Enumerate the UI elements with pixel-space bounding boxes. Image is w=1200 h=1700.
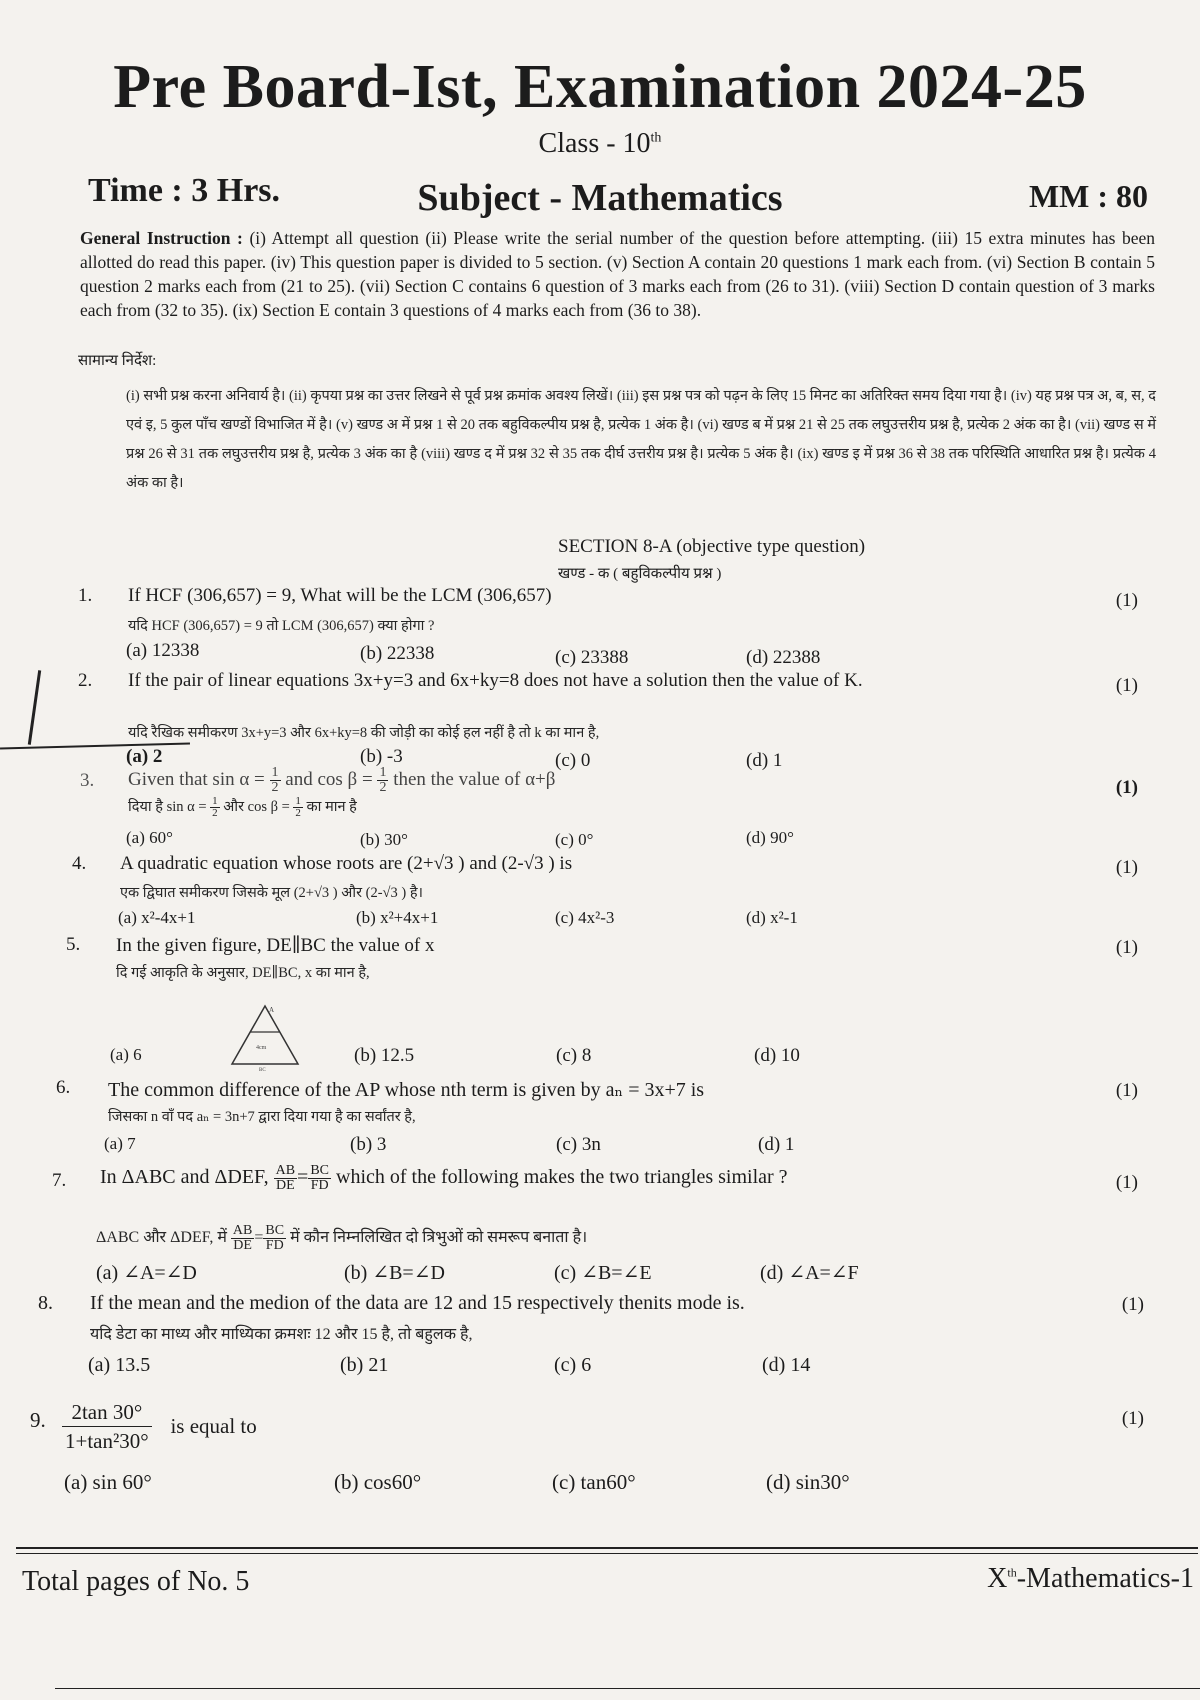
question-text [100,1164,788,1193]
question-text [128,766,555,795]
question-number: 6. [56,1077,71,1098]
option-b: (b) 22338 [360,643,435,664]
footer-class: X [987,1563,1008,1594]
option-c: (c) tan60° [552,1470,636,1494]
triangle-figure [226,1002,304,1072]
q7-hindi-b: में कौन निम्नलिखित दो त्रिभुओं को समरूप बनाता है। [290,1229,588,1247]
q3-fraction-1 [270,766,281,795]
footer-class-sup: th [1007,1565,1017,1580]
option-b: (b) 21 [340,1354,389,1376]
max-marks-label: MM : 80 [1028,178,1148,214]
question-hindi: एक द्विघात समीकरण जिसके मूल (2+√3 ) और (2-√3 ) है। [120,885,424,901]
question-number: 9. [30,1408,46,1432]
question-marks: (1) [1115,1080,1138,1101]
class-label [0,128,1200,160]
q7-text-a: In ΔABC and ΔDEF, [100,1166,269,1189]
option-a: (a) 2 [126,746,163,767]
fraction-denominator: 1+tan²30° [65,1429,149,1453]
section-hindi: खण्ड - क ( बहुविकल्पीय प्रश्न ) [558,566,722,582]
option-b: (b) 30° [360,830,408,849]
q7-text-b: which of the following makes the two triangles similar ? [336,1166,788,1189]
footer-page-count: Total pages of No. 5 [22,1566,250,1597]
fraction-numerator: BC [265,1223,285,1238]
question-hindi [128,796,357,819]
fraction-numerator: 1 [212,795,218,808]
q3-hindi-b: और cos β = [223,799,290,815]
footer-rule-top [16,1547,1198,1549]
section-title: SECTION 8-A (objective type question) [558,536,866,557]
q7-hindi-equals: = [254,1229,264,1247]
fraction-denominator: 2 [271,780,279,795]
question-marks: (1) [1121,1408,1144,1429]
fraction-denominator: 2 [295,807,301,820]
figure-label-bottom: BC [259,1068,266,1072]
fraction-numerator: 2tan 30° [62,1398,152,1427]
fraction-numerator: BC [310,1163,329,1178]
q7-hindi-fraction-2 [263,1224,286,1253]
general-instructions [80,226,1155,322]
question-marks: (1) [1115,1172,1138,1193]
question-number: 8. [38,1292,53,1314]
option-c: (c) 4x²-3 [555,908,615,927]
fraction-denominator: 2 [212,807,218,820]
question-number: 7. [52,1170,67,1191]
option-a: (a) 6 [110,1045,142,1064]
q3-hindi-a: दिया है sin α = [128,799,207,815]
option-a: (a) x²-4x+1 [118,908,196,927]
fraction-numerator: 1 [379,765,387,780]
option-c: (c) 6 [554,1354,592,1376]
fraction-numerator: AB [232,1223,253,1238]
fraction-denominator: 2 [379,780,387,795]
question-hindi: दि गई आकृति के अनुसार, DE∥BC, x का मान है, [116,965,370,981]
subject-label: Subject - Mathematics [417,177,783,219]
bottom-edge-line [55,1688,1200,1689]
fraction-denominator: FD [310,1178,329,1193]
question-text: In the given figure, DE∥BC the value of x [116,935,435,956]
fraction-denominator: DE [275,1178,295,1193]
q3-hindi-fraction-2 [293,796,303,819]
hindi-instructions: (i) सभी प्रश्न करना अनिवार्य है। (ii) कृपया प्रश्न का उत्तर लिखने से पूर्व प्रश्न क्रमांक अवश्य लिखें। (iii) इस प्रश्न पत्र को पढ़न के लिए 15 मिनट का अतिरिक्त समय दिया गया है। (iv) यह प्रश्न पत्र अ, ब, स, द एवं इ, 5 कुल पाँच खण्डों विभाजित में है। (v) खण्ड अ में प्रश्न 1 से 20 तक बहुविकल्पीय प्रश्न है, प्रत्येक 1 अंक है। (vi) खण्ड ब में प्रश्न 21 से 25 तक लघुउत्तरीय प्रश्न है, प्रत्येक 2 अंक का है। (vii) खण्ड स में प्रश्न 26 से 31 तक लघुउत्तरीय प्रश्न है, प्रत्येक 3 अंक का है (viii) खण्ड द में प्रश्न 32 से 35 तक दीर्घ उत्तरीय प्रश्न है। प्रत्येक 5 अंक है। (ix) खण्ड इ में प्रश्न 36 से 38 तक परिस्थिति आधारित प्रश्न है। प्रत्येक 4 अंक का है। [126,388,1156,491]
footer-rule-bottom [16,1553,1198,1554]
question-text: The common difference of the AP whose nth term is given by aₙ = 3x+7 is [108,1079,705,1101]
option-d: (d) 14 [762,1354,811,1376]
q7-hindi-a: ΔABC और ΔDEF, में [96,1229,231,1247]
figure-label-mid: 4cm [256,1045,267,1051]
option-d: (d) 1 [746,750,783,771]
q3-text-a: Given that sin α = [128,768,265,790]
option-b: (b) 12.5 [354,1045,415,1066]
option-b: (b) ∠B=∠D [344,1262,445,1284]
q7-fraction-1 [274,1164,297,1193]
question-marks: (1) [1115,675,1138,696]
instructions-text: (i) Attempt all question (ii) Please write the serial number of the question before attempting. (iii) 15 extra minutes has been allotted do read this paper. (iv) This question paper is divided to 5 section. (v) Section A contain 20 questions 1 mark each from. (vi) Section B contain 5 question 2 marks each from (21 to 25). (vii) Section C contains 6 question of 3 marks each from (26 to 31). (viii) Section D contain question of 3 marks each from (32 to 35). (ix) Section E contain 3 questions of 4 marks each from (36 to 38). [80,228,1155,320]
option-d: (d) 22388 [746,647,821,668]
class-superscript: th [650,130,662,146]
option-c: (c) 0° [555,830,594,849]
q9-fraction [62,1398,152,1455]
option-b: (b) -3 [360,746,403,767]
q7-fraction-2 [308,1164,331,1193]
hindi-instructions-label: सामान्य निर्देश: [78,353,157,369]
q3-hindi-fraction-1 [210,796,220,819]
question-marks: (1) [1115,777,1138,798]
q7-equals: = [297,1166,309,1189]
question-text [62,1398,257,1455]
q9-text: is equal to [170,1414,257,1438]
q7-hindi-fraction-1 [231,1224,254,1253]
question-hindi: जिसका n वाँ पद aₙ = 3n+7 द्वारा दिया गया है का सर्वांतर है, [108,1109,416,1125]
option-a: (a) sin 60° [64,1470,152,1494]
q3-hindi-c: का मान है [306,799,357,815]
q3-text-c: then the value of α+β [393,768,556,790]
option-d: (d) x²-1 [746,908,798,927]
fraction-denominator: DE [233,1238,252,1253]
option-d: (d) 10 [754,1045,800,1066]
fraction-numerator: 1 [271,765,279,780]
question-number: 2. [78,670,93,691]
question-marks: (1) [1115,590,1138,611]
question-text: A quadratic equation whose roots are (2+√3 ) and (2-√3 ) is [120,853,573,874]
option-d: (d) 90° [746,828,794,847]
option-b: (b) 3 [350,1134,387,1155]
option-a: (a) 7 [104,1134,136,1153]
option-a: (a) 60° [126,828,173,847]
question-text: If the pair of linear equations 3x+y=3 and 6x+ky=8 does not have a solution then the value of K. [128,670,863,691]
option-d: (d) ∠A=∠F [760,1262,859,1284]
pen-margin-mark [28,670,41,745]
option-d: (d) 1 [758,1134,795,1155]
option-a: (a) 12338 [126,640,200,661]
question-hindi [96,1224,587,1253]
figure-label-top: A [269,1006,275,1014]
option-c: (c) 0 [555,750,591,771]
fraction-denominator: FD [265,1238,284,1253]
option-c: (c) 23388 [555,647,629,668]
question-number: 1. [78,585,93,606]
page-title: Pre Board-Ist, Examination 2024-25 [113,53,1087,121]
option-a: (a) 13.5 [88,1354,151,1376]
option-b: (b) x²+4x+1 [356,908,439,927]
class-text: Class - 10 [538,128,651,159]
question-marks: (1) [1121,1294,1144,1315]
option-c: (c) ∠B=∠E [554,1262,652,1284]
footer-subject-text: -Mathematics-1 [1016,1563,1194,1594]
question-text: If HCF (306,657) = 9, What will be the LCM (306,657) [128,585,552,606]
question-hindi: यदि रैखिक समीकरण 3x+y=3 और 6x+ky=8 की जोड़ी का कोई हल नहीं है तो k का मान है, [128,725,600,741]
triangle-outline [232,1006,298,1064]
option-b: (b) cos60° [334,1470,422,1494]
question-hindi: यदि डेटा का माध्य और माध्यिका क्रमशः 12 और 15 है, तो बहुलक है, [90,1326,473,1343]
fraction-numerator: AB [275,1163,296,1178]
q3-fraction-2 [377,766,388,795]
time-label: Time : 3 Hrs. [88,172,281,209]
option-c: (c) 8 [556,1045,592,1066]
question-text: If the mean and the medion of the data are 12 and 15 respectively thenits mode is. [90,1292,745,1314]
option-d: (d) sin30° [766,1470,850,1494]
option-c: (c) 3n [556,1134,601,1155]
question-marks: (1) [1115,857,1138,878]
footer-subject [987,1563,1194,1595]
fraction-numerator: 1 [295,795,301,808]
question-number: 4. [72,853,87,874]
q3-text-b: and cos β = [285,768,373,790]
option-a: (a) ∠A=∠D [96,1262,197,1284]
instructions-label: General Instruction : [80,228,243,248]
question-hindi: यदि HCF (306,657) = 9 तो LCM (306,657) क्या होगा ? [128,618,435,634]
question-number: 3. [80,770,95,791]
question-marks: (1) [1115,937,1138,958]
question-number: 5. [66,934,81,955]
